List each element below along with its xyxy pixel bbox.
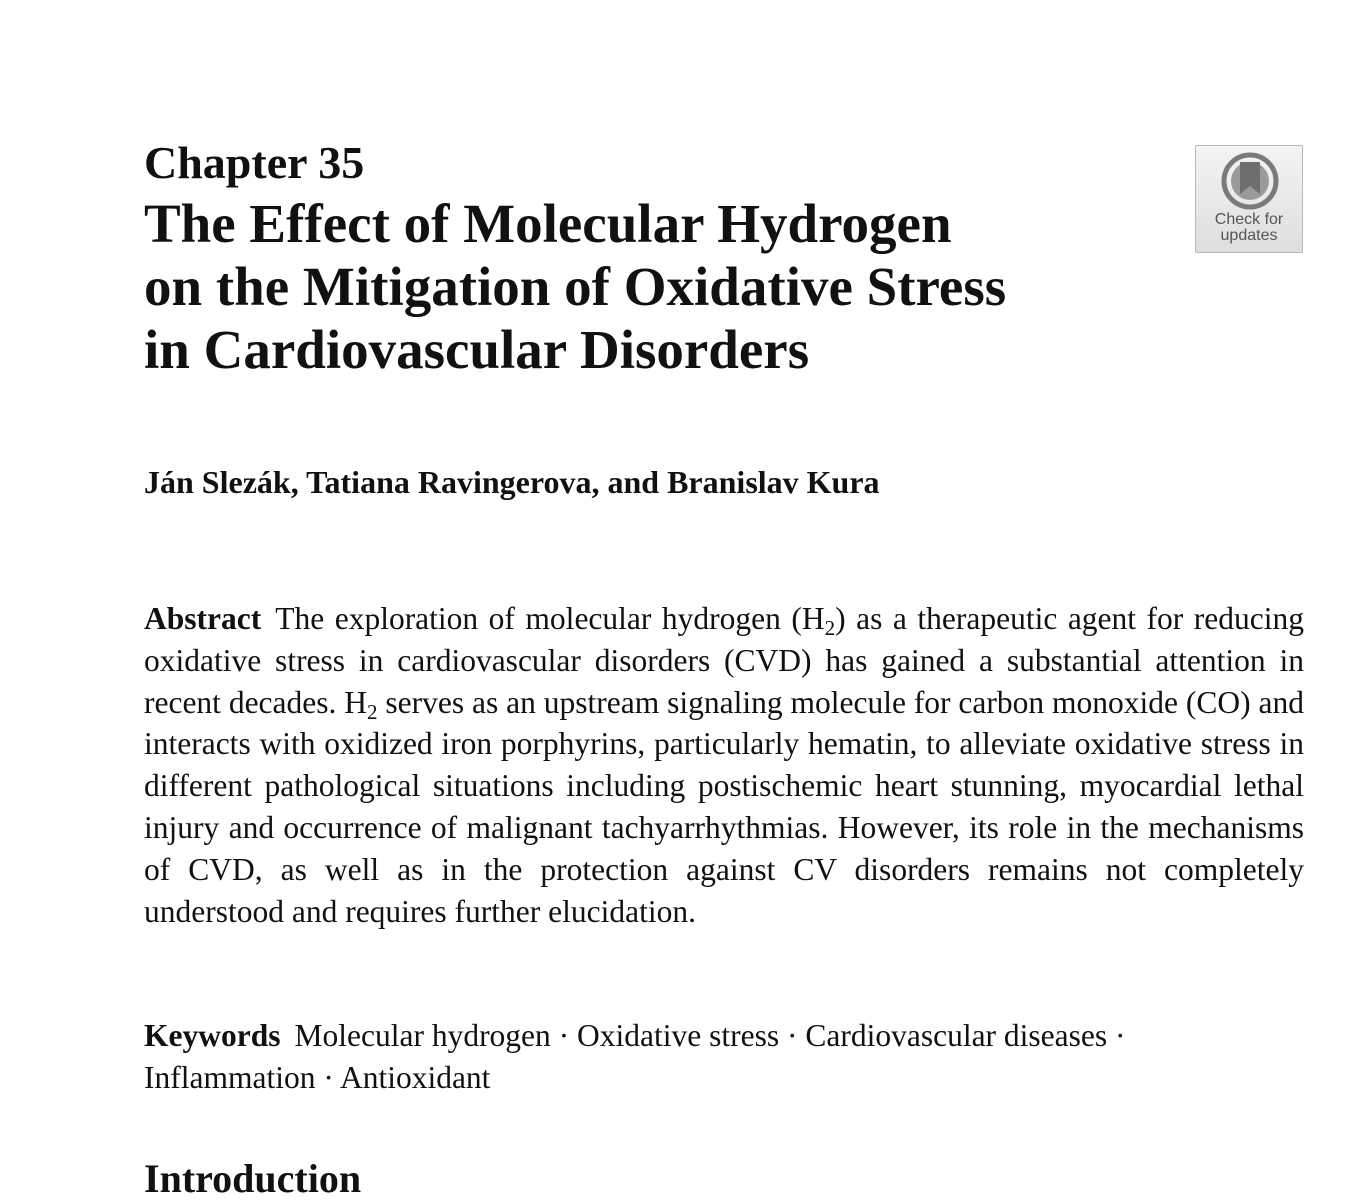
keywords-label: Keywords xyxy=(144,1018,281,1053)
abstract-text-3: serves as an upstream signaling molecule for carbon monoxide (CO) and interacts with oxidized iron porphyrins, particularly hematin, to alleviate oxidative stress in different pathological situations including postischemic heart stunning, myocardial lethal injury and occurrence of malignant tachyarrhythmias. However, its role in the mechanisms of CVD, as well as in the protection against CV disorders remains not completely understood and requires further elucidation. xyxy=(144,684,1304,929)
chapter-title-line-1: The Effect of Molecular Hydrogen xyxy=(144,193,952,254)
check-for-updates-button[interactable] xyxy=(1195,145,1303,253)
abstract xyxy=(144,598,1304,932)
check-for-updates-label: Check for updates xyxy=(1214,211,1284,244)
chapter-title-line-2: on the Mitigation of Oxidative Stress xyxy=(144,256,1007,317)
chapter-title xyxy=(144,192,1144,381)
authors: Ján Slezák, Tatiana Ravingerova, and Branislav Kura xyxy=(144,464,880,500)
abstract-label: Abstract xyxy=(144,601,262,636)
bookmark-circle-icon xyxy=(1221,152,1279,210)
abstract-text-2: ) as a therapeutic agent for reducing oxidative stress in cardiovascular disorders (CVD) has gained a substantial attention in recent decades. H xyxy=(144,601,1304,720)
keywords-text: Molecular hydrogen · Oxidative stress · Cardiovascular diseases · Inflammation · Antioxidant xyxy=(144,1018,1126,1095)
abstract-text-1: The exploration of molecular hydrogen (H xyxy=(275,601,825,636)
subscript-2: 2 xyxy=(824,616,836,640)
keywords xyxy=(144,1015,1304,1099)
section-heading-introduction: Introduction xyxy=(144,1156,362,1201)
subscript-2: 2 xyxy=(367,699,378,724)
chapter-label: Chapter 35 xyxy=(144,137,365,188)
chapter-title-line-3: in Cardiovascular Disorders xyxy=(144,319,810,380)
